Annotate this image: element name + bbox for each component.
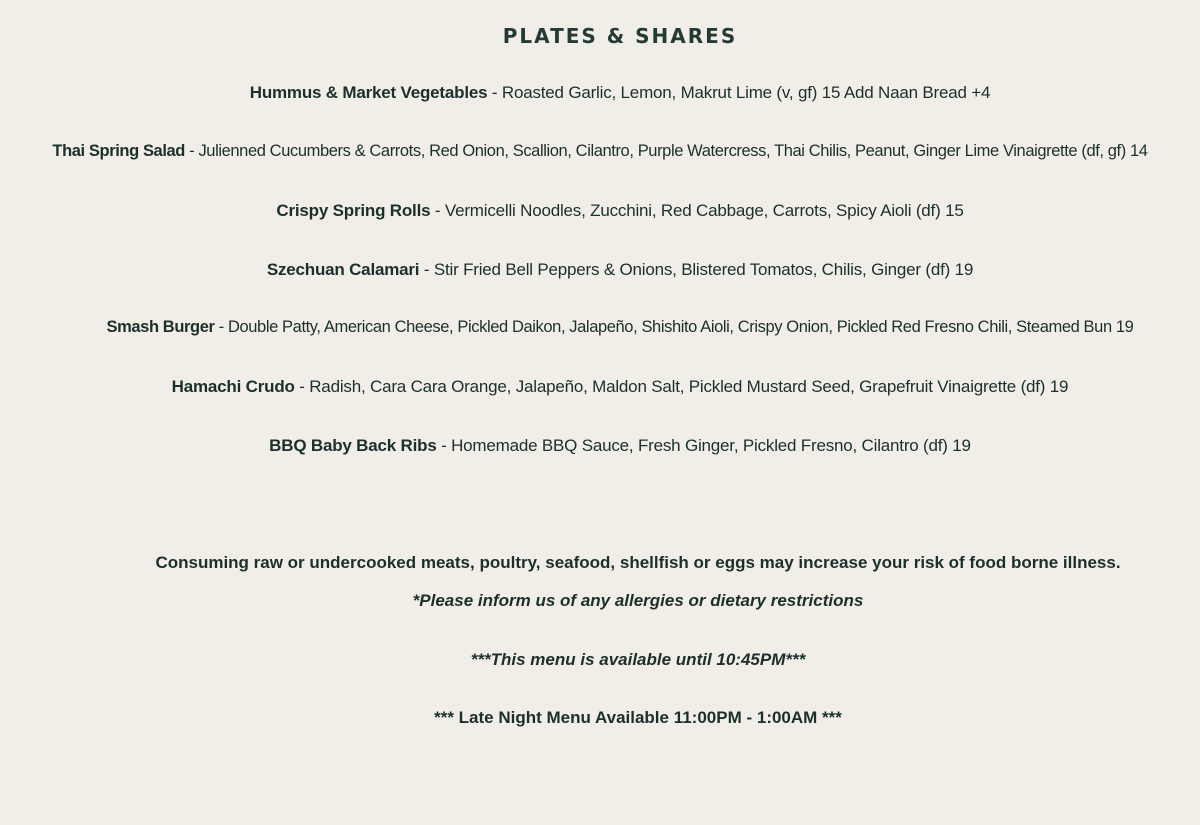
item-separator: - <box>294 377 310 396</box>
item-separator: - <box>214 318 228 336</box>
item-price: 14 <box>1125 142 1148 160</box>
item-name: Hummus & Market Vegetables <box>249 83 488 102</box>
food-safety-warning: Consuming raw or undercooked meats, poultry, seafood, shellfish or eggs may increase your risk of food borne illness. <box>155 553 1121 572</box>
item-description: Double Patty, American Cheese, Pickled Daikon, Jalapeño, Shishito Aioli, Crispy Onion, Pickled Red Fresno Chili, Steamed Bun <box>227 318 1112 336</box>
item-description: Vermicelli Noodles, Zucchini, Red Cabbage, Carrots, Spicy Aioli (df) <box>444 201 941 220</box>
item-price: 19 <box>1045 377 1069 396</box>
item-name: Smash Burger <box>106 318 215 336</box>
item-price: 15 <box>940 201 964 220</box>
item-separator: - <box>487 83 502 102</box>
menu-item-hummus <box>0 83 1200 103</box>
menu-item-crispy-spring-rolls <box>0 201 1200 221</box>
menu-item-szechuan-calamari <box>0 260 1200 280</box>
item-description: Roasted Garlic, Lemon, Makrut Lime (v, gf) <box>501 83 818 102</box>
item-separator: - <box>430 201 445 220</box>
item-name: Szechuan Calamari <box>266 260 420 279</box>
section-title: PLATES & SHARES <box>502 24 738 48</box>
late-night-note: *** Late Night Menu Available 11:00PM - 1:00AM *** <box>434 708 842 727</box>
item-description: Julienned Cucumbers & Carrots, Red Onion, Scallion, Cilantro, Purple Watercress, Thai Chilis, Peanut, Ginger Lime Vinaigrette (df, gf) <box>198 142 1126 160</box>
item-price: 19 <box>947 436 971 455</box>
item-price: 19 <box>1111 318 1134 336</box>
item-separator: - <box>436 436 452 455</box>
item-price: 15 Add Naan Bread +4 <box>817 83 991 102</box>
item-description: Homemade BBQ Sauce, Fresh Ginger, Pickled Fresno, Cilantro (df) <box>451 436 948 455</box>
item-name: Thai Spring Salad <box>52 142 185 160</box>
item-name: Hamachi Crudo <box>171 377 295 396</box>
allergy-note: *Please inform us of any allergies or dietary restrictions <box>412 591 864 610</box>
item-description: Stir Fried Bell Peppers & Onions, Blistered Tomatos, Chilis, Ginger (df) <box>433 260 951 279</box>
availability-note: ***This menu is available until 10:45PM*** <box>470 650 806 669</box>
item-description: Radish, Cara Cara Orange, Jalapeño, Maldon Salt, Pickled Mustard Seed, Grapefruit Vinaigrette (df) <box>309 377 1046 396</box>
item-separator: - <box>184 142 199 160</box>
item-name: BBQ Baby Back Ribs <box>269 436 437 455</box>
item-name: Crispy Spring Rolls <box>276 201 431 220</box>
menu-item-hamachi-crudo <box>0 377 1200 397</box>
menu-item-thai-spring-salad <box>0 142 1200 161</box>
menu-item-bbq-baby-back-ribs <box>0 436 1200 456</box>
item-price: 19 <box>950 260 974 279</box>
item-separator: - <box>419 260 434 279</box>
menu-item-smash-burger <box>0 318 1200 337</box>
